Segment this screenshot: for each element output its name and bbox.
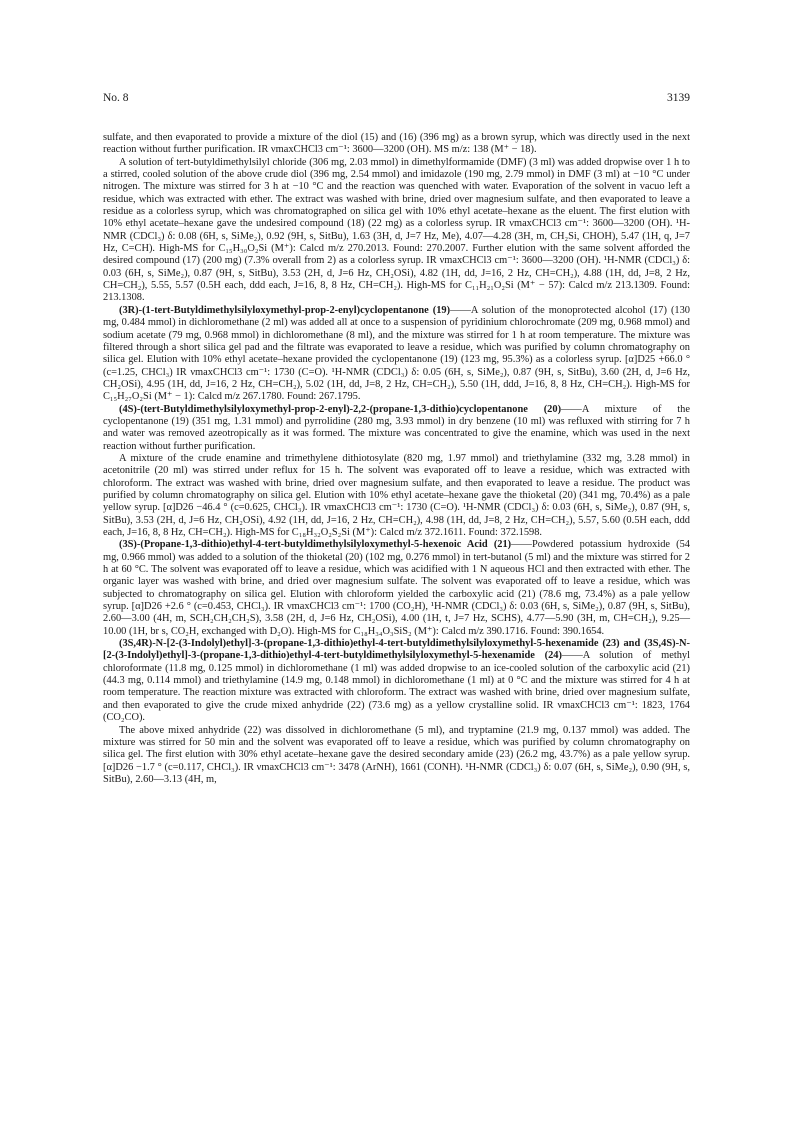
page-number: 3139 [667,92,690,104]
paragraph-text: ——A solution of the monoprotected alcohol (17) (130 mg, 0.484 mmol) in dichloromethane (2 ml) was added all at once to a suspension of pyridinium chlorochromate (209 mg, 0.968 mmol) and sodium acetate (79 mg, 0.968 mmol) in dichloromethane (8 ml), and the mixture was stirred for 1 h at room temperature. The mixture was filtered through a short silica gel pad and the filtrate was evaporated to leave a residue, which was purified by column chromatography on silica gel. Elution with 10% ethyl acetate–hexane provided the cyclopentanone (19) (123 mg, 95.3%) as a colorless syrup. [α]D25 +66.0 ° (c=1.25, CHCl₃) IR νmaxCHCl3 cm⁻¹: 1730 (C=O). ¹H-NMR (CDCl₃) δ: 0.05 (6H, s, SiMe₂), 0.87 (9H, s, SitBu), 3.60 (2H, d, J=6 Hz, CH₂OSi), 4.95 (1H, dd, J=16, 2 Hz, CH=CH₂), 5.02 (1H, dd, J=8, 2 Hz, CH=CH₂), 5.50 (1H, ddd, J=16, 8, 8 Hz, CH=CH₂). High-MS for C₁₅H₂₇O₂Si (M⁺ − 1): Calcd m/z 267.1780. Found: 267.1795. [103,304,690,403]
paragraph-compound-20 [103,404,690,453]
paragraph-mixed-anhydride [103,725,690,787]
paragraph-text: ——A mixture of the cyclopentanone (19) (351 mg, 1.31 mmol) and pyrrolidine (280 mg, 3.93 mmol) in dry benzene (10 ml) was refluxed with stirring for 7 h and water was removed azeotropically as it was formed. The mixture was concentrated to give the enamine, which was used in the next reaction without further purification. [103,403,690,452]
paragraph-text: ——Powdered potassium hydroxide (54 mg, 0.966 mmol) was added to a solution of the thioketal (20) (102 mg, 0.276 mmol) in tert-butanol (5 ml) and the mixture was stirred for 2 h at 60 °C. The solvent was evaporated off to leave a residue, which was acidified with 1 N aqueous HCl and then extracted with ether. The organic layer was washed with brine, and dried over magnesium sulfate. The solvent was evaporated off to leave a residue, which was subjected to chromatography on silica gel. Elution with chloroform yielded the carboxylic acid (21) (78.6 mg, 73.4%) as a pale yellow syrup. [α]D26 +2.6 ° (c=0.453, CHCl₃). IR νmaxCHCl3 cm⁻¹: 1700 (CO₂H), ¹H-NMR (CDCl₃) δ: 0.03 (6H, s, SiMe₂), 0.87 (9H, s, SitBu), 2.60—3.00 (4H, m, SCH₂CH₂CH₂S), 3.58 (2H, d, J=6 Hz, CH₂OSi), 4.00 (1H, t, J=7 Hz, SCHS), 4.77—5.90 (3H, m, CH=CH₂), 9.25—10.00 (1H, br s, CO₂H, exchanged with D₂O). High-MS for C₁₈H₃₄O₃SiS₂ (M⁺): Calcd m/z 390.1716. Found: 390.1654. [103,539,690,637]
paragraph-compound-21 [103,539,690,638]
compound-heading: (3S)-(Propane-1,3-dithio)ethyl-4-tert-butyldimethylsilyloxymethyl-5-hexenoic Acid (21) [119,539,512,551]
paragraph-text: A solution of tert-butyldimethylsilyl chloride (306 mg, 2.03 mmol) in dimethylformamide (DMF) (3 ml) was added dropwise over 1 h to a stirred, cooled solution of the above crude diol (396 mg, 2.54 mmol) and imidazole (190 mg, 2.79 mmol) in DMF (3 ml) at −10 °C under nitrogen. The mixture was stirred for 3 h at −10 °C and the reaction was quenched with water. Evaporation of the solvent in vacuo left a residue, which was extracted with ether. The extract was washed with brine, dried over magnesium sulfate, and then evaporated to leave a residue as a colorless syrup, which was chromatographed on silica gel with 10% ethyl acetate–hexane as the eluent. The first elution with 10% ethyl acetate–hexane gave the undesired compound (18) (22 mg) as a colorless syrup. IR νmaxCHCl3 cm⁻¹: 3600—3200 (OH). ¹H-NMR (CDCl₃) δ: 0.08 (6H, s, SiMe₂), 0.92 (9H, s, SitBu), 1.63 (3H, d, J=7 Hz, Me), 4.07—4.28 (3H, m, CH₂Si, CHOH), 5.47 (1H, q, J=7 Hz, C=CH). High-MS for C₁₅H₃₀O₂Si (M⁺): Calcd m/z 270.2013. Found: 270.2007. Further elution with the same solvent afforded the desired compound (17) (200 mg) (7.3% overall from 2) as a colorless syrup. IR νmaxCHCl3 cm⁻¹: 3600—3200 (OH). ¹H-NMR (CDCl₃) δ: 0.03 (6H, s, SiMe₂), 0.87 (9H, s, SitBu), 3.53 (2H, d, J=6 Hz, CH₂OSi), 4.82 (1H, dd, J=16, 2 Hz, CH=CH₂), 4.88 (1H, dd, J=8, 2 Hz, CH=CH₂), 5.55, 5.57 (0.5H each, ddd each, J=16, 8, 8 Hz, CH=CH₂). High-MS for C₁₁H₂₁O₂Si (M⁺ − 57): Calcd m/z 213.1309. Found: 213.1308. [103,156,690,304]
paragraph-compounds-23-24 [103,638,690,724]
paragraph-diol-continuation [103,132,690,157]
paragraph-text: The above mixed anhydride (22) was dissolved in dichloromethane (5 ml), and tryptamine (21.9 mg, 0.137 mmol) was added. The mixture was stirred for 50 min and the solvent was evaporated off to leave a residue, which was purified by column chromatography on silica gel. The first elution with 30% ethyl acetate–hexane gave the desired secondary amide (23) (26.2 mg, 43.7%) as a pale yellow syrup. [α]D26 −1.7 ° (c=0.117, CHCl₃). IR νmaxCHCl3 cm⁻¹: 3478 (ArNH), 1661 (CONH). ¹H-NMR (CDCl₃) δ: 0.07 (6H, s, SiMe₂), 0.90 (9H, s, SitBu), 2.60—3.13 (4H, m, [103,724,690,785]
paragraph-text: A mixture of the crude enamine and trimethylene dithiotosylate (820 mg, 1.97 mmol) and triethylamine (332 mg, 3.28 mmol) in acetonitrile (20 ml) was stirred under reflux for 15 h. The solvent was evaporated off to leave a residue, which was extracted with chloroform. The extract was washed with brine, dried over magnesium sulfate, and then evaporated to leave a residue. The product was purified by column chromatography on silica gel. Elution with 10% ethyl acetate–hexane gave the thioketal (20) (341 mg, 70.4%) as a pale yellow syrup. [α]D26 −46.4 ° (c=0.625, CHCl₃). IR νmaxCHCl3 cm⁻¹: 1730 (C=O). ¹H-NMR (CDCl₃) δ: 0.03 (6H, s, SiMe₂), 0.87 (9H, s, SitBu), 3.53 (2H, d, J=6 Hz, CH₂OSi), 4.92 (1H, dd, J=16, 2 Hz, CH=CH₂), 4.98 (1H, dd, J=8, 2 Hz, CH=CH₂), 5.57, 5.60 (0.5H each, ddd each, J=16, 8, 8 Hz, CH=CH₂). High-MS for C₁₈H₃₂O₂S₂Si (M⁺): Calcd m/z 372.1611. Found: 372.1598. [103,452,690,538]
issue-number: No. 8 [103,92,129,104]
compound-heading: (3S,4R)-N-[2-(3-Indolyl)ethyl]-3-(propane-1,3-dithio)ethyl-4-tert-butyldimethylsilyloxymethyl-5-hexenamide (23) and (3S,4S)-N-[2-(3-Indolyl)ethyl]-3-(propane-1,3-dithio)ethyl-4-tert-butyldimethylsilyloxymethyl-5-hexenamide (24) [103,638,690,662]
paragraph-text: sulfate, and then evaporated to provide a mixture of the diol (15) and (16) (396 mg) as a brown syrup, which was directly used in the next reaction without further purification. IR νmaxCHCl3 cm⁻¹: 3600—3200 (OH). MS m/z: 138 (M⁺ − 18). [103,132,690,156]
paragraph-silylation [103,157,690,305]
page-header [103,92,690,108]
paragraph-text: ——A solution of methyl chloroformate (11.8 mg, 0.125 mmol) in dichloromethane (1 ml) was added dropwise to an ice-cooled solution of the carboxylic acid (21) (44.3 mg, 0.114 mmol) and triethylamine (14.9 mg, 0.148 mmol) in dichloromethane (1 ml) at 0 °C and the mixture was stirred for 4 h at room temperature. The reaction mixture was extracted with chloroform. The extract was washed with brine, dried over magnesium sulfate, and then evaporated to give the crude mixed anhydride (22) (73.6 mg) as a yellow crystalline solid. IR νmaxCHCl3 cm⁻¹: 1823, 1764 (CO₂CO). [103,650,690,724]
paragraph-thioketal [103,453,690,539]
compound-heading: (4S)-(tert-Butyldimethylsilyloxymethyl-prop-2-enyl)-2,2-(propane-1,3-dithio)cyclopentanone (20) [119,403,562,415]
paragraph-compound-19 [103,305,690,404]
article-body [103,132,690,786]
compound-heading: (3R)-(1-tert-Butyldimethylsilyloxymethyl-prop-2-enyl)cyclopentanone (19) [119,304,451,316]
